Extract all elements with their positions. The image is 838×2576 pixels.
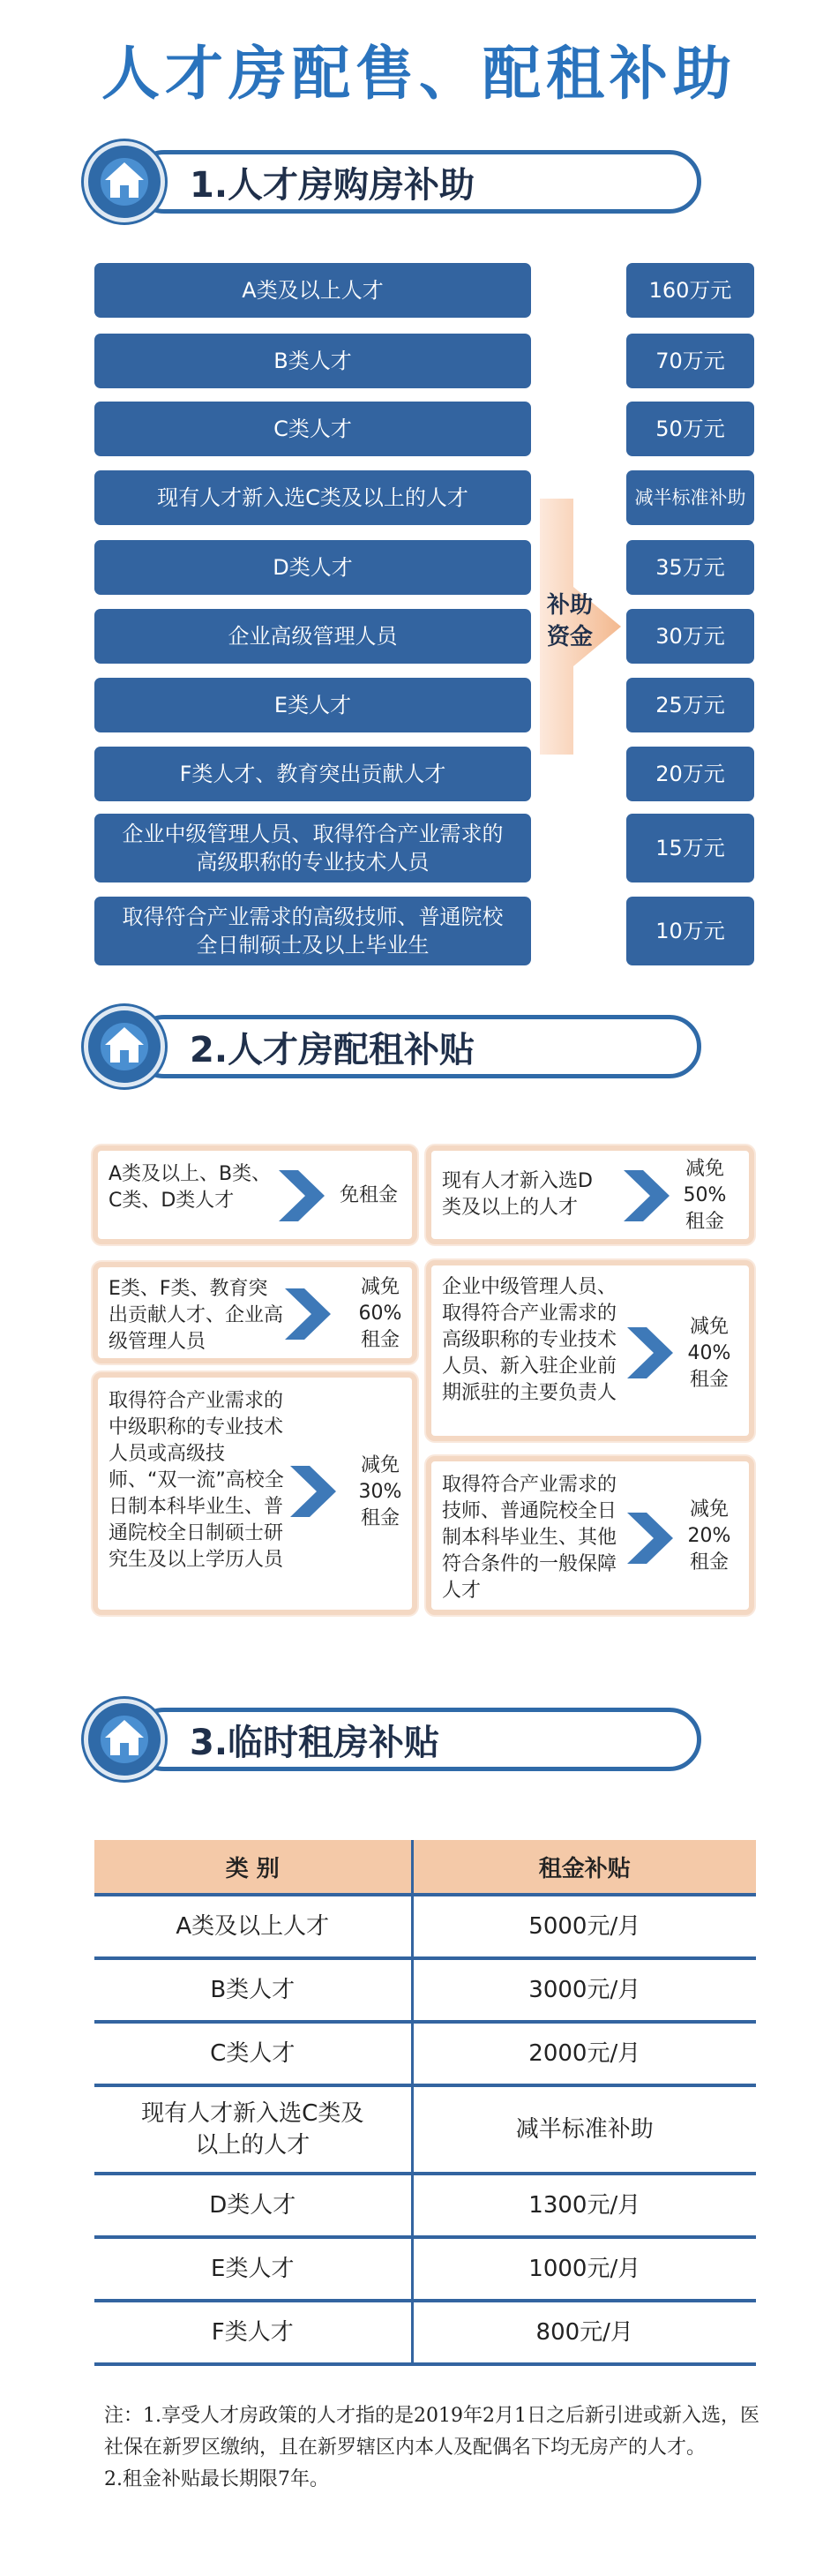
rent-card-result: 减免30%租金 bbox=[358, 1454, 402, 1529]
page-title: 人才房配售、配租补助 bbox=[101, 40, 737, 108]
table-cell-subsidy: 减半标准补助 bbox=[412, 2085, 756, 2174]
chevron-right-icon bbox=[627, 1513, 673, 1564]
chevron-right-icon bbox=[627, 1327, 673, 1378]
purchase-category: B类人才 bbox=[94, 334, 531, 388]
purchase-category: C类人才 bbox=[94, 402, 531, 456]
rent-card-criteria: A类及以上、B类、C类、D类人才 bbox=[108, 1163, 272, 1212]
chevron-right-icon bbox=[279, 1170, 325, 1221]
table-row bbox=[94, 2301, 756, 2364]
table-cell-subsidy: 2000元/月 bbox=[412, 2022, 756, 2085]
chevron-right-icon bbox=[624, 1170, 670, 1221]
footnote-line1: 注：1.享受人才房政策的人才指的是2019年2月1日之后新引进或新入选，医社保在新罗区缴纳，且在新罗辖区内本人及配偶名下均无房产的人才。 bbox=[104, 2405, 759, 2459]
purchase-amount: 160万元 bbox=[626, 263, 754, 318]
rent-card-criteria: 现有人才新入选D类及以上的人才 bbox=[442, 1170, 593, 1219]
section1-title: 1.人才房购房补助 bbox=[190, 165, 475, 206]
purchase-category: 取得符合产业需求的高级技师、普通院校全日制硕士及以上毕业生 bbox=[94, 897, 531, 965]
rent-card-result: 减免40%租金 bbox=[687, 1316, 731, 1391]
purchase-amount: 15万元 bbox=[626, 814, 754, 882]
rent-subsidy-table bbox=[94, 1840, 756, 2366]
subsidy-label bbox=[542, 590, 597, 653]
rent-card-result: 减免20%租金 bbox=[687, 1498, 731, 1573]
rent-card-criteria: E类、F类、教育突出贡献人才、企业高级管理人员 bbox=[108, 1278, 284, 1353]
rent-card bbox=[93, 1145, 417, 1244]
purchase-amount: 30万元 bbox=[626, 609, 754, 664]
purchase-category: 现有人才新入选C类及以上的人才 bbox=[94, 470, 531, 525]
subsidy-label-line2: 资金 bbox=[546, 624, 593, 650]
purchase-category: E类人才 bbox=[94, 678, 531, 732]
table-row bbox=[94, 2237, 756, 2301]
rent-card-criteria: 取得符合产业需求的技师、普通院校全日制本科毕业生、其他符合条件的一般保障人才 bbox=[442, 1474, 617, 1602]
rent-card-result: 减免60%租金 bbox=[358, 1276, 402, 1351]
purchase-category: 企业高级管理人员 bbox=[94, 609, 531, 664]
house-icon bbox=[84, 1006, 165, 1087]
subsidy-label-line1: 补助 bbox=[546, 592, 593, 619]
purchase-category: D类人才 bbox=[94, 540, 531, 595]
table-row bbox=[94, 2174, 756, 2237]
table-header-row bbox=[94, 1840, 756, 1895]
rent-card-criteria: 企业中级管理人员、取得符合产业需求的高级职称的专业技术人员、新入驻企业前期派驻的主要负责人 bbox=[442, 1276, 617, 1404]
rent-card-result: 免租金 bbox=[339, 1184, 398, 1206]
table-cell-subsidy: 3000元/月 bbox=[412, 1958, 756, 2022]
section2-header bbox=[84, 1006, 712, 1087]
table-cell-category: E类人才 bbox=[94, 2237, 412, 2301]
footnote-line2: 2.租金补贴最长期限7年。 bbox=[104, 2468, 329, 2490]
rent-card bbox=[426, 1456, 754, 1615]
purchase-amount: 35万元 bbox=[626, 540, 754, 595]
footnote bbox=[104, 2400, 774, 2496]
table-cell-category: A类及以上人才 bbox=[94, 1895, 412, 1958]
purchase-category: A类及以上人才 bbox=[94, 263, 531, 318]
purchase-amount: 70万元 bbox=[626, 334, 754, 388]
purchase-category: 企业中级管理人员、取得符合产业需求的高级职称的专业技术人员 bbox=[94, 814, 531, 882]
chevron-right-icon bbox=[290, 1466, 336, 1517]
purchase-category: F类人才、教育突出贡献人才 bbox=[94, 747, 531, 801]
purchase-amount: 减半标准补助 bbox=[626, 470, 754, 525]
table-cell-category: F类人才 bbox=[94, 2301, 412, 2364]
purchase-amount: 10万元 bbox=[626, 897, 754, 965]
table-cell-category: C类人才 bbox=[94, 2022, 412, 2085]
chevron-right-icon bbox=[285, 1288, 331, 1340]
rent-card bbox=[426, 1145, 754, 1244]
column-header-subsidy: 租金补贴 bbox=[412, 1840, 756, 1895]
section3-header bbox=[84, 1699, 712, 1780]
rent-card-result: 减免50%租金 bbox=[683, 1158, 727, 1233]
section2-title: 2.人才房配租补贴 bbox=[190, 1030, 475, 1070]
table-cell-category: 现有人才新入选C类及以上的人才 bbox=[94, 2085, 412, 2174]
table-cell-subsidy: 1300元/月 bbox=[412, 2174, 756, 2237]
house-icon bbox=[84, 141, 165, 222]
table-cell-subsidy: 5000元/月 bbox=[412, 1895, 756, 1958]
rent-card bbox=[93, 1262, 417, 1363]
purchase-amount: 20万元 bbox=[626, 747, 754, 801]
table-cell-subsidy: 1000元/月 bbox=[412, 2237, 756, 2301]
table-row bbox=[94, 1958, 756, 2022]
purchase-amount: 25万元 bbox=[626, 678, 754, 732]
table-cell-subsidy: 800元/月 bbox=[412, 2301, 756, 2364]
rent-card bbox=[93, 1372, 417, 1615]
rent-card bbox=[426, 1260, 754, 1441]
table-row bbox=[94, 2085, 756, 2174]
table-row bbox=[94, 2022, 756, 2085]
table-row bbox=[94, 1895, 756, 1958]
purchase-amount: 50万元 bbox=[626, 402, 754, 456]
column-header-category: 类 别 bbox=[94, 1840, 412, 1895]
rent-card-criteria: 取得符合产业需求的中级职称的专业技术人员或高级技师、“双一流”高校全日制本科毕业生、普通院校全日制硕士研究生及以上学历人员 bbox=[108, 1390, 284, 1571]
section3-title: 3.临时租房补贴 bbox=[190, 1723, 440, 1763]
table-cell-category: B类人才 bbox=[94, 1958, 412, 2022]
house-icon bbox=[84, 1699, 165, 1780]
table-cell-category: D类人才 bbox=[94, 2174, 412, 2237]
section1-header bbox=[84, 141, 712, 222]
